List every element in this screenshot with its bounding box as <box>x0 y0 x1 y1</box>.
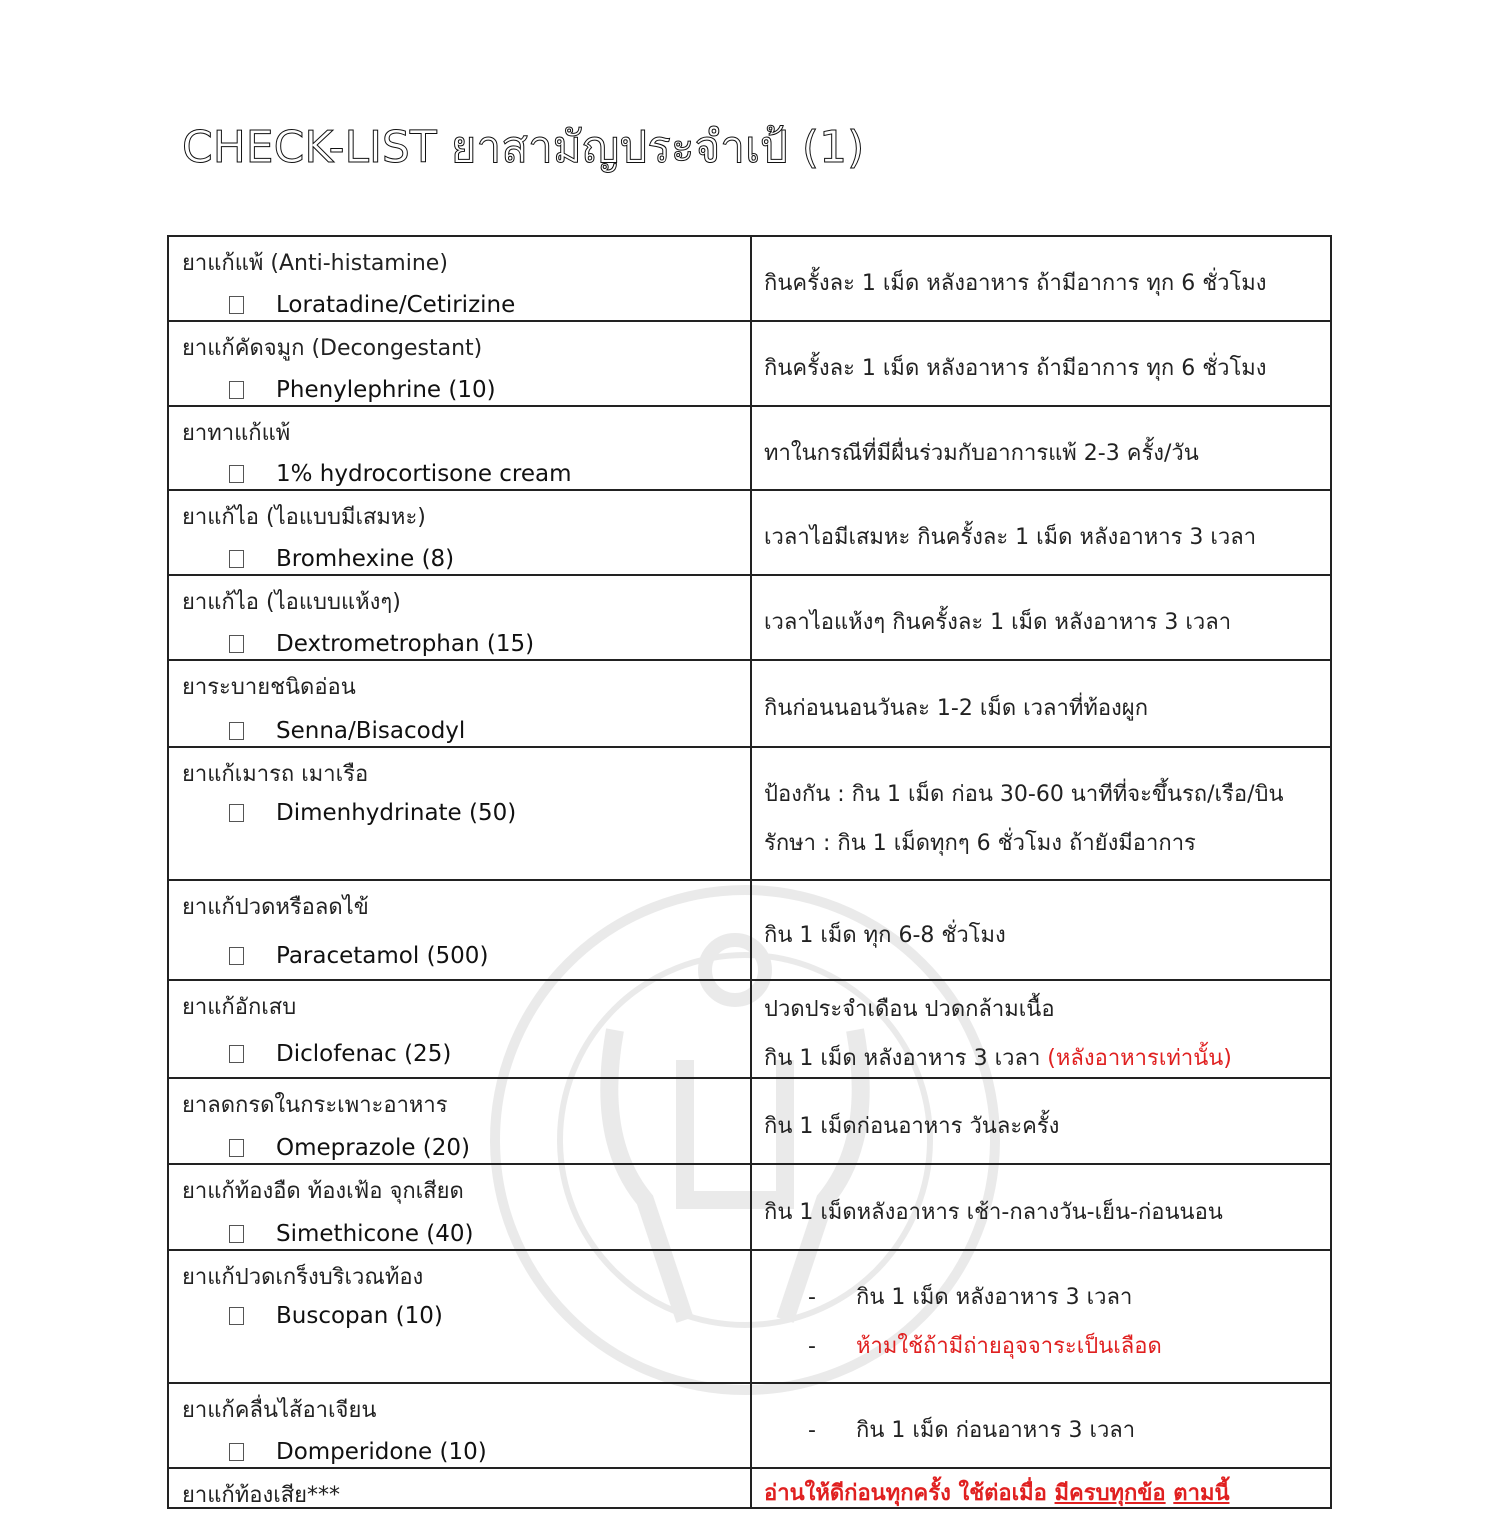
instruction-line <box>764 513 1330 562</box>
medicine-cell <box>169 1469 752 1507</box>
instruction-line <box>764 911 1330 960</box>
medicine-category: ยาแก้ปวดเกร็งบริเวณท้อง <box>182 1265 424 1290</box>
instructions-cell <box>752 237 1330 320</box>
table-row <box>167 881 1332 981</box>
instructions-cell <box>752 981 1330 1077</box>
medicine-cell <box>169 322 752 405</box>
instructions-cell <box>752 661 1330 746</box>
medicine-category: ยาแก้ท้องอืด ท้องเฟ้อ จุกเสียด <box>182 1179 464 1204</box>
instructions-cell <box>752 748 1330 879</box>
instruction-text: กิน 1 เม็ดก่อนอาหาร วันละครั้ง <box>764 1113 1060 1139</box>
instruction-line <box>764 429 1330 478</box>
instruction-text: กิน 1 เม็ด หลังอาหาร 3 เวลา <box>764 1046 1048 1071</box>
bullet: - <box>808 1284 816 1310</box>
instruction-text: กินครั้งละ 1 เม็ด หลังอาหาร ถ้ามีอาการ ทุก 6 ชั่วโมง <box>764 271 1267 296</box>
table-row <box>167 576 1332 661</box>
drug-name: Buscopan (10) <box>276 1303 443 1329</box>
medicine-category: ยาแก้ปวดหรือลดไข้ <box>182 895 369 920</box>
instruction-line <box>764 1322 1330 1371</box>
instruction-text: ตามนี้ <box>1173 1481 1230 1506</box>
drug-name: Domperidone (10) <box>276 1439 487 1465</box>
medicine-cell <box>169 1251 752 1382</box>
medicine-category: ยาแก้คลื่นไส้อาเจียน <box>182 1398 377 1423</box>
drug-name: 1% hydrocortisone cream <box>276 461 572 487</box>
medicine-item <box>229 1439 487 1465</box>
instruction-line <box>764 1188 1330 1237</box>
checkbox[interactable] <box>229 1139 244 1157</box>
bullet: - <box>808 1333 816 1359</box>
checkbox[interactable] <box>229 1443 244 1461</box>
checkbox[interactable] <box>229 1307 244 1325</box>
instruction-text: กิน 1 เม็ด ทุก 6-8 ชั่วโมง <box>764 922 1006 948</box>
instructions-cell <box>752 1079 1330 1163</box>
drug-name: Dimenhydrinate (50) <box>276 800 517 826</box>
instruction-text: อ่านให้ดีก่อนทุกครั้ง ใช้ต่อเมื่อ <box>764 1481 1055 1506</box>
instruction-line <box>764 684 1330 733</box>
medicine-cell <box>169 1165 752 1249</box>
page-title: CHECK-LIST ยาสามัญประจำเป้ (1) <box>182 122 865 173</box>
table-row <box>167 1251 1332 1384</box>
medicine-item <box>229 1041 451 1067</box>
instruction-text: กินก่อนนอนวันละ 1-2 เม็ด เวลาที่ท้องผูก <box>764 696 1149 721</box>
drug-name: Dextrometrophan (15) <box>276 631 535 657</box>
table-row <box>167 661 1332 748</box>
medicine-checklist-table <box>167 235 1332 1509</box>
instructions-cell <box>752 1251 1330 1382</box>
instruction-text: กินครั้งละ 1 เม็ด หลังอาหาร ถ้ามีอาการ ทุก 6 ชั่วโมง <box>764 356 1267 381</box>
checkbox[interactable] <box>229 465 244 483</box>
instructions-cell <box>752 881 1330 979</box>
checkbox[interactable] <box>229 804 244 822</box>
medicine-category: ยาแก้อักเสบ <box>182 995 297 1020</box>
drug-name: Paracetamol (500) <box>276 943 489 969</box>
instruction-line <box>764 1273 1330 1322</box>
checkbox[interactable] <box>229 1225 244 1243</box>
medicine-category: ยาแก้คัดจมูก (Decongestant) <box>182 336 483 361</box>
medicine-item <box>229 1221 474 1247</box>
instructions-cell <box>752 407 1330 489</box>
drug-name: Phenylephrine (10) <box>276 377 496 403</box>
instruction-text: กิน 1 เม็ด หลังอาหาร 3 เวลา <box>856 1284 1133 1310</box>
medicine-item <box>229 292 515 318</box>
instruction-line <box>764 1034 1330 1083</box>
instructions-cell <box>752 1384 1330 1467</box>
instruction-line <box>764 1102 1330 1151</box>
instruction-line <box>764 259 1330 308</box>
medicine-cell <box>169 881 752 979</box>
medicine-cell <box>169 661 752 746</box>
medicine-category: ยาระบายชนิดอ่อน <box>182 675 356 700</box>
instruction-text: ทาในกรณีที่มีผื่นร่วมกับอาการแพ้ 2-3 ครั้ง/วัน <box>764 440 1199 466</box>
checkbox[interactable] <box>229 947 244 965</box>
drug-name: Simethicone (40) <box>276 1221 474 1247</box>
instruction-text: ปวดประจำเดือน ปวดกล้ามเนื้อ <box>764 997 1055 1022</box>
medicine-item <box>229 546 454 572</box>
drug-name: Omeprazole (20) <box>276 1135 471 1161</box>
medicine-cell <box>169 407 752 489</box>
drug-name: Bromhexine (8) <box>276 546 455 572</box>
instruction-text: (หลังอาหารเท่านั้น) <box>1047 1046 1232 1071</box>
instruction-text: เวลาไอมีเสมหะ กินครั้งละ 1 เม็ด หลังอาหาร 3 เวลา <box>764 525 1257 550</box>
medicine-category: ยาแก้แพ้ (Anti-histamine) <box>182 251 448 276</box>
instructions-cell <box>752 322 1330 405</box>
table-row <box>167 1384 1332 1469</box>
instruction-text: ห้ามใช้ถ้ามีถ่ายอุจจาระเป็นเลือด <box>856 1333 1162 1359</box>
instructions-cell <box>752 491 1330 574</box>
table-row <box>167 1165 1332 1251</box>
medicine-item <box>229 718 465 744</box>
instructions-cell <box>752 576 1330 659</box>
instructions-cell <box>752 1165 1330 1249</box>
checkbox[interactable] <box>229 1045 244 1063</box>
medicine-cell <box>169 748 752 879</box>
instructions-cell <box>752 1469 1330 1507</box>
drug-name: Senna/Bisacodyl <box>276 718 466 744</box>
checkbox[interactable] <box>229 550 244 568</box>
medicine-item <box>229 800 516 826</box>
medicine-cell <box>169 1079 752 1163</box>
table-row <box>167 1469 1332 1509</box>
instruction-line <box>764 1469 1330 1518</box>
table-row <box>167 1079 1332 1165</box>
medicine-item <box>229 631 534 657</box>
instruction-line <box>764 985 1330 1034</box>
drug-name: Diclofenac (25) <box>276 1041 452 1067</box>
table-row <box>167 407 1332 491</box>
medicine-item <box>229 461 572 487</box>
medicine-category: ยาแก้เมารถ เมาเรือ <box>182 762 369 787</box>
medicine-item <box>229 1135 470 1161</box>
instruction-text: กิน 1 เม็ดหลังอาหาร เช้า-กลางวัน-เย็น-ก่อนนอน <box>764 1199 1223 1225</box>
bullet: - <box>808 1418 816 1443</box>
instruction-line <box>764 770 1330 819</box>
medicine-item <box>229 943 488 969</box>
medicine-cell <box>169 491 752 574</box>
instruction-line <box>764 344 1330 393</box>
table-row <box>167 748 1332 881</box>
medicine-category: ยาแก้ไอ (ไอแบบมีเสมหะ) <box>182 505 426 530</box>
medicine-cell <box>169 1384 752 1467</box>
medicine-cell <box>169 576 752 659</box>
medicine-category: ยาแก้ไอ (ไอแบบแห้งๆ) <box>182 590 401 615</box>
medicine-item <box>229 377 496 403</box>
instruction-text: ป้องกัน : กิน 1 เม็ด ก่อน 30-60 นาทีที่จะขึ้นรถ/เรือ/บิน <box>764 781 1284 807</box>
checkbox[interactable] <box>229 381 244 399</box>
instruction-text: มีครบทุกข้อ <box>1054 1481 1166 1506</box>
medicine-cell <box>169 981 752 1077</box>
medicine-category: ยาทาแก้แพ้ <box>182 421 291 446</box>
table-row <box>167 237 1332 322</box>
checkbox[interactable] <box>229 722 244 740</box>
drug-name: Loratadine/Cetirizine <box>276 292 516 318</box>
instruction-line <box>764 1406 1330 1455</box>
medicine-item <box>229 1303 443 1329</box>
instruction-line <box>764 819 1330 868</box>
instruction-line <box>764 598 1330 647</box>
medicine-category: ยาแก้ท้องเสีย*** <box>182 1483 341 1508</box>
checkbox[interactable] <box>229 296 244 314</box>
table-row <box>167 981 1332 1079</box>
medicine-cell <box>169 237 752 320</box>
instruction-text: กิน 1 เม็ด ก่อนอาหาร 3 เวลา <box>856 1418 1136 1443</box>
instruction-text: รักษา : กิน 1 เม็ดทุกๆ 6 ชั่วโมง ถ้ายังมีอาการ <box>764 830 1196 856</box>
checkbox[interactable] <box>229 635 244 653</box>
instruction-text: เวลาไอแห้งๆ กินครั้งละ 1 เม็ด หลังอาหาร 3 เวลา <box>764 610 1232 635</box>
table-row <box>167 322 1332 407</box>
table-row <box>167 491 1332 576</box>
medicine-category: ยาลดกรดในกระเพาะอาหาร <box>182 1093 448 1118</box>
